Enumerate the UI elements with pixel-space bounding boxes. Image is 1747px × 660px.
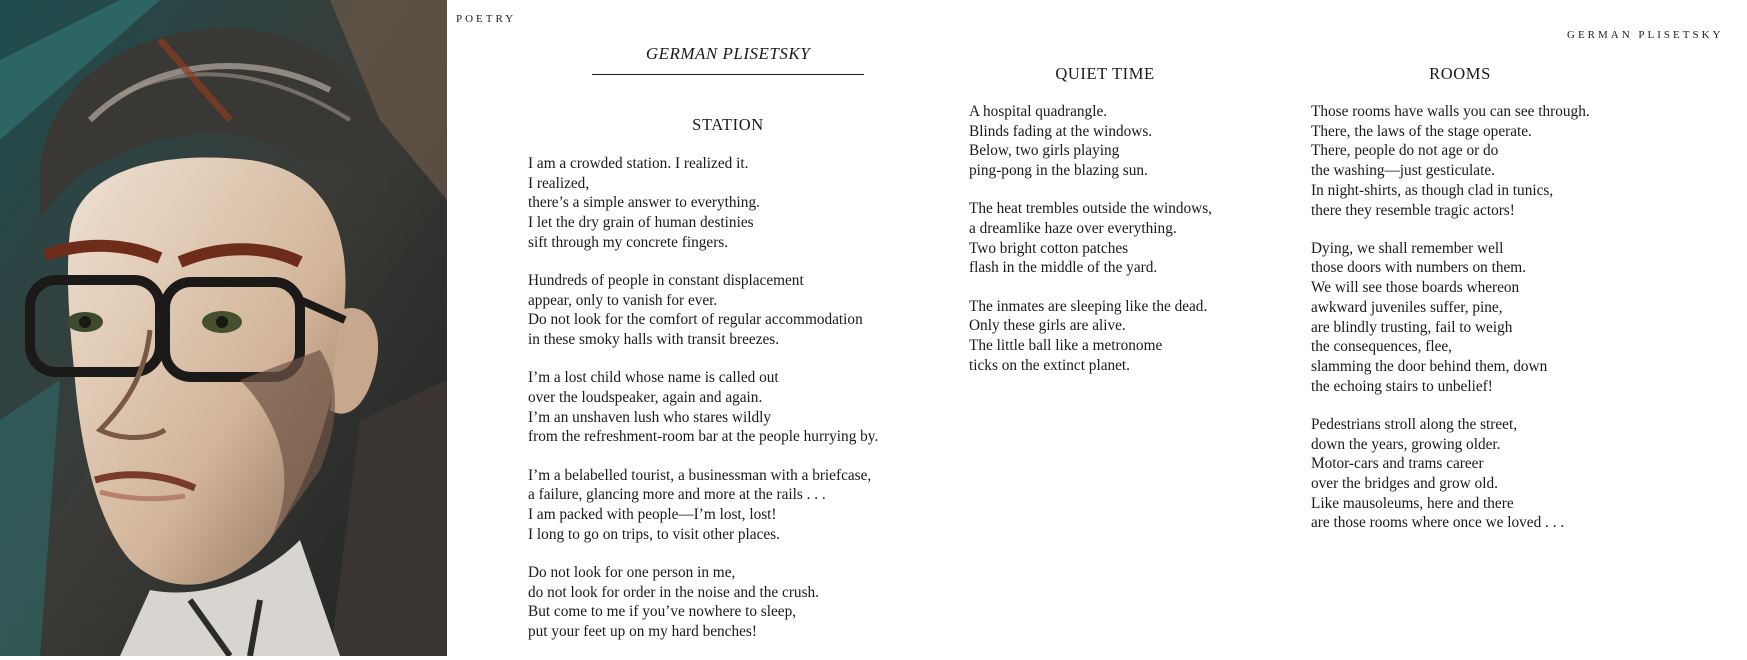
author-name: GERMAN PLISETSKY xyxy=(645,44,811,63)
stanza xyxy=(969,102,1212,181)
poem-line: I’m a belabelled tourist, a businessman with a briefcase, xyxy=(528,466,872,484)
poem-line: I long to go on trips, to visit other places. xyxy=(528,525,780,543)
portrait-image xyxy=(0,0,447,656)
running-head-right: GERMAN PLISETSKY xyxy=(1567,29,1724,41)
stanza xyxy=(528,563,878,642)
poem-line: The heat trembles outside the windows, xyxy=(969,200,1212,218)
stanza xyxy=(1311,415,1590,533)
poem-line: there’s a simple answer to everything. xyxy=(528,194,760,212)
poem-line: Do not look for the comfort of regular accommodation xyxy=(528,311,863,329)
portrait-of-man-with-glasses-icon xyxy=(0,0,447,656)
poem-line: ping-pong in the blazing sun. xyxy=(969,162,1148,180)
poem-line: Do not look for one person in me, xyxy=(528,563,736,581)
poem-line: Pedestrians stroll along the street, xyxy=(1311,415,1518,433)
poem-line: from the refreshment-room bar at the people hurrying by. xyxy=(528,428,879,446)
poem-line: put your feet up on my hard benches! xyxy=(528,623,757,641)
stanza xyxy=(969,297,1212,376)
poem-line: I’m a lost child whose name is called out xyxy=(528,369,779,387)
poem-line: are those rooms where once we loved . . . xyxy=(1311,514,1565,532)
poem-line: I realized, xyxy=(528,174,590,192)
poem-line: awkward juveniles suffer, pine, xyxy=(1311,298,1503,316)
poem-title-quiet-time: QUIET TIME xyxy=(1055,64,1155,83)
poem-line: There, the laws of the stage operate. xyxy=(1311,122,1532,140)
poem-line: There, people do not age or do xyxy=(1311,142,1499,160)
stanza xyxy=(528,271,878,350)
poem-line: The little ball like a metronome xyxy=(969,337,1163,355)
poem-title-station: STATION xyxy=(692,115,764,134)
poem-line: I am packed with people—I’m lost, lost! xyxy=(528,506,777,524)
poem-line: over the loudspeaker, again and again. xyxy=(528,389,763,407)
poem-line: In night-shirts, as though clad in tunics, xyxy=(1311,181,1554,199)
poem-title-rooms: ROOMS xyxy=(1429,64,1491,83)
poem-line: do not look for order in the noise and the crush. xyxy=(528,583,819,601)
poem-line: flash in the middle of the yard. xyxy=(969,259,1158,277)
poem-line: the echoing stairs to unbelief! xyxy=(1311,377,1493,395)
stanza xyxy=(1311,239,1590,397)
poem-station xyxy=(528,154,878,660)
author-divider xyxy=(592,74,864,75)
poem-line: down the years, growing older. xyxy=(1311,435,1501,453)
poem-line: The inmates are sleeping like the dead. xyxy=(969,297,1208,315)
poem-line: A hospital quadrangle. xyxy=(969,103,1108,120)
poem-line: Like mausoleums, here and there xyxy=(1311,494,1514,512)
poem-line: in these smoky halls with transit breezes. xyxy=(528,331,780,349)
poem-line: Only these girls are alive. xyxy=(969,317,1126,335)
running-head-left: POETRY xyxy=(456,13,517,25)
poem-line: over the bridges and grow old. xyxy=(1311,474,1498,492)
stanza xyxy=(969,199,1212,278)
stanza xyxy=(1311,102,1590,220)
poem-line: Hundreds of people in constant displacement xyxy=(528,272,804,290)
poem-quiet-time xyxy=(969,102,1212,394)
poem-line: the consequences, flee, xyxy=(1311,338,1453,356)
poem-line: But come to me if you’ve nowhere to sleep, xyxy=(528,603,797,621)
poem-line: Two bright cotton patches xyxy=(969,239,1129,257)
poem-line: are blindly trusting, fail to weigh xyxy=(1311,318,1513,336)
poem-line: I am a crowded station. I realized it. xyxy=(528,155,749,172)
poem-line: Motor-cars and trams career xyxy=(1311,455,1484,473)
poem-line: there they resemble tragic actors! xyxy=(1311,201,1515,219)
poem-line: appear, only to vanish for ever. xyxy=(528,291,718,309)
poem-line: We will see those boards whereon xyxy=(1311,279,1520,297)
poem-line: Those rooms have walls you can see through. xyxy=(1311,103,1590,120)
poem-line: the washing—just gesticulate. xyxy=(1311,162,1495,180)
stanza xyxy=(528,466,878,545)
poem-line: slamming the door behind them, down xyxy=(1311,357,1548,375)
poem-line: Blinds fading at the windows. xyxy=(969,122,1153,140)
poem-line: ticks on the extinct planet. xyxy=(969,356,1130,374)
poem-line: Below, two girls playing xyxy=(969,142,1120,160)
poem-line: a failure, glancing more and more at the rails . . . xyxy=(528,486,826,504)
poem-line: those doors with numbers on them. xyxy=(1311,259,1526,277)
poem-rooms xyxy=(1311,102,1590,552)
poem-line: a dreamlike haze over everything. xyxy=(969,220,1177,238)
poem-line: Dying, we shall remember well xyxy=(1311,239,1504,257)
poem-line: sift through my concrete fingers. xyxy=(528,233,729,251)
poem-line: I let the dry grain of human destinies xyxy=(528,214,754,232)
stanza xyxy=(528,154,878,253)
stanza xyxy=(528,368,878,447)
poem-line: I’m an unshaven lush who stares wildly xyxy=(528,408,772,426)
